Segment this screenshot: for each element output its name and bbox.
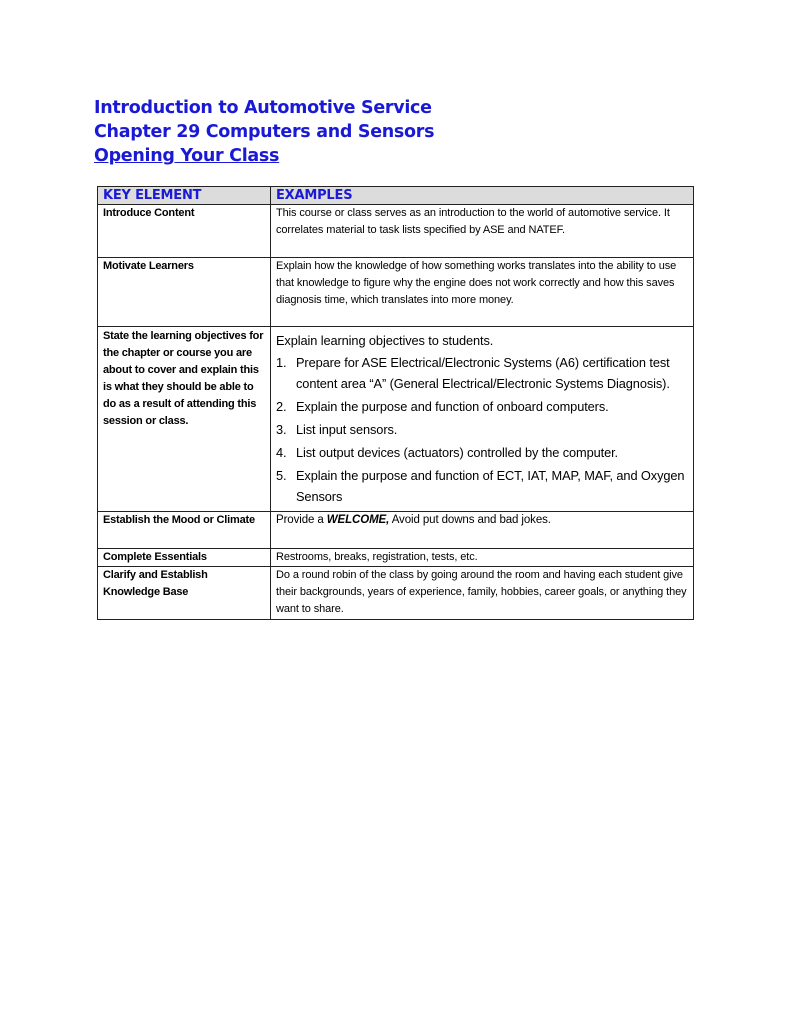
key-element-cell: State the learning objectives for the chapter or course you are about to cover and explain this is what they should be able to do as a result of attending this session or class. bbox=[98, 327, 271, 512]
objective-text: Explain the purpose and function of onboard computers. bbox=[296, 399, 609, 414]
table-row bbox=[98, 205, 694, 258]
example-cell: Explain how the knowledge of how something works translates into the ability to use that knowledge to figure why the engine does not work correctly and how this saves diagnosis time, which translates into more money. bbox=[271, 258, 694, 327]
table-header-row bbox=[98, 187, 694, 205]
objective-number: 5. bbox=[276, 468, 287, 483]
objective-number: 1. bbox=[276, 355, 287, 370]
objective-text: List input sensors. bbox=[296, 422, 398, 437]
example-text-suffix: Avoid put downs and bad jokes. bbox=[389, 514, 551, 526]
key-element-cell: Motivate Learners bbox=[98, 258, 271, 327]
table-row bbox=[98, 512, 694, 549]
example-text-prefix: Provide a bbox=[276, 514, 327, 526]
chapter-title: Chapter 29 Computers and Sensors bbox=[94, 122, 435, 142]
objective-text: Prepare for ASE Electrical/Electronic Systems (A6) certification test content area “A” (General Electrical/Electronic Systems Diagnosis). bbox=[296, 355, 670, 391]
objective-number: 3. bbox=[276, 422, 287, 437]
objective-text: List output devices (actuators) controlled by the computer. bbox=[296, 445, 619, 460]
objective-number: 2. bbox=[276, 399, 287, 414]
welcome-emphasis: WELCOME, bbox=[326, 514, 390, 526]
objectives-intro: Explain learning objectives to students. bbox=[276, 333, 494, 348]
key-element-cell: Clarify and Establish Knowledge Base bbox=[98, 567, 271, 620]
key-element-cell: Complete Essentials bbox=[98, 549, 271, 567]
example-cell: Do a round robin of the class by going around the room and having each student give their backgrounds, years of experience, family, hobbies, career goals, or anything they want to share. bbox=[271, 567, 694, 620]
column-header-key-element: KEY ELEMENT bbox=[98, 187, 271, 205]
table-row bbox=[98, 258, 694, 327]
objective-number: 4. bbox=[276, 445, 287, 460]
objective-item bbox=[276, 465, 688, 507]
objectives-list bbox=[276, 352, 688, 507]
table-row bbox=[98, 327, 694, 512]
course-title: Introduction to Automotive Service bbox=[94, 98, 432, 118]
objective-item bbox=[276, 442, 688, 463]
key-element-cell: Establish the Mood or Climate bbox=[98, 512, 271, 549]
column-header-examples: EXAMPLES bbox=[271, 187, 694, 205]
opening-class-table bbox=[97, 186, 694, 620]
key-element-cell: Introduce Content bbox=[98, 205, 271, 258]
objective-item bbox=[276, 419, 688, 440]
section-title: Opening Your Class bbox=[94, 146, 280, 166]
example-cell bbox=[271, 512, 694, 549]
objective-item bbox=[276, 352, 688, 394]
document-header bbox=[94, 96, 434, 168]
objective-item bbox=[276, 396, 688, 417]
objective-text: Explain the purpose and function of ECT, IAT, MAP, MAF, and Oxygen Sensors bbox=[296, 468, 685, 504]
example-cell: This course or class serves as an introduction to the world of automotive service. It correlates material to task lists specified by ASE and NATEF. bbox=[271, 205, 694, 258]
table-row bbox=[98, 549, 694, 567]
example-cell bbox=[271, 327, 694, 512]
example-cell: Restrooms, breaks, registration, tests, etc. bbox=[271, 549, 694, 567]
table-row bbox=[98, 567, 694, 620]
